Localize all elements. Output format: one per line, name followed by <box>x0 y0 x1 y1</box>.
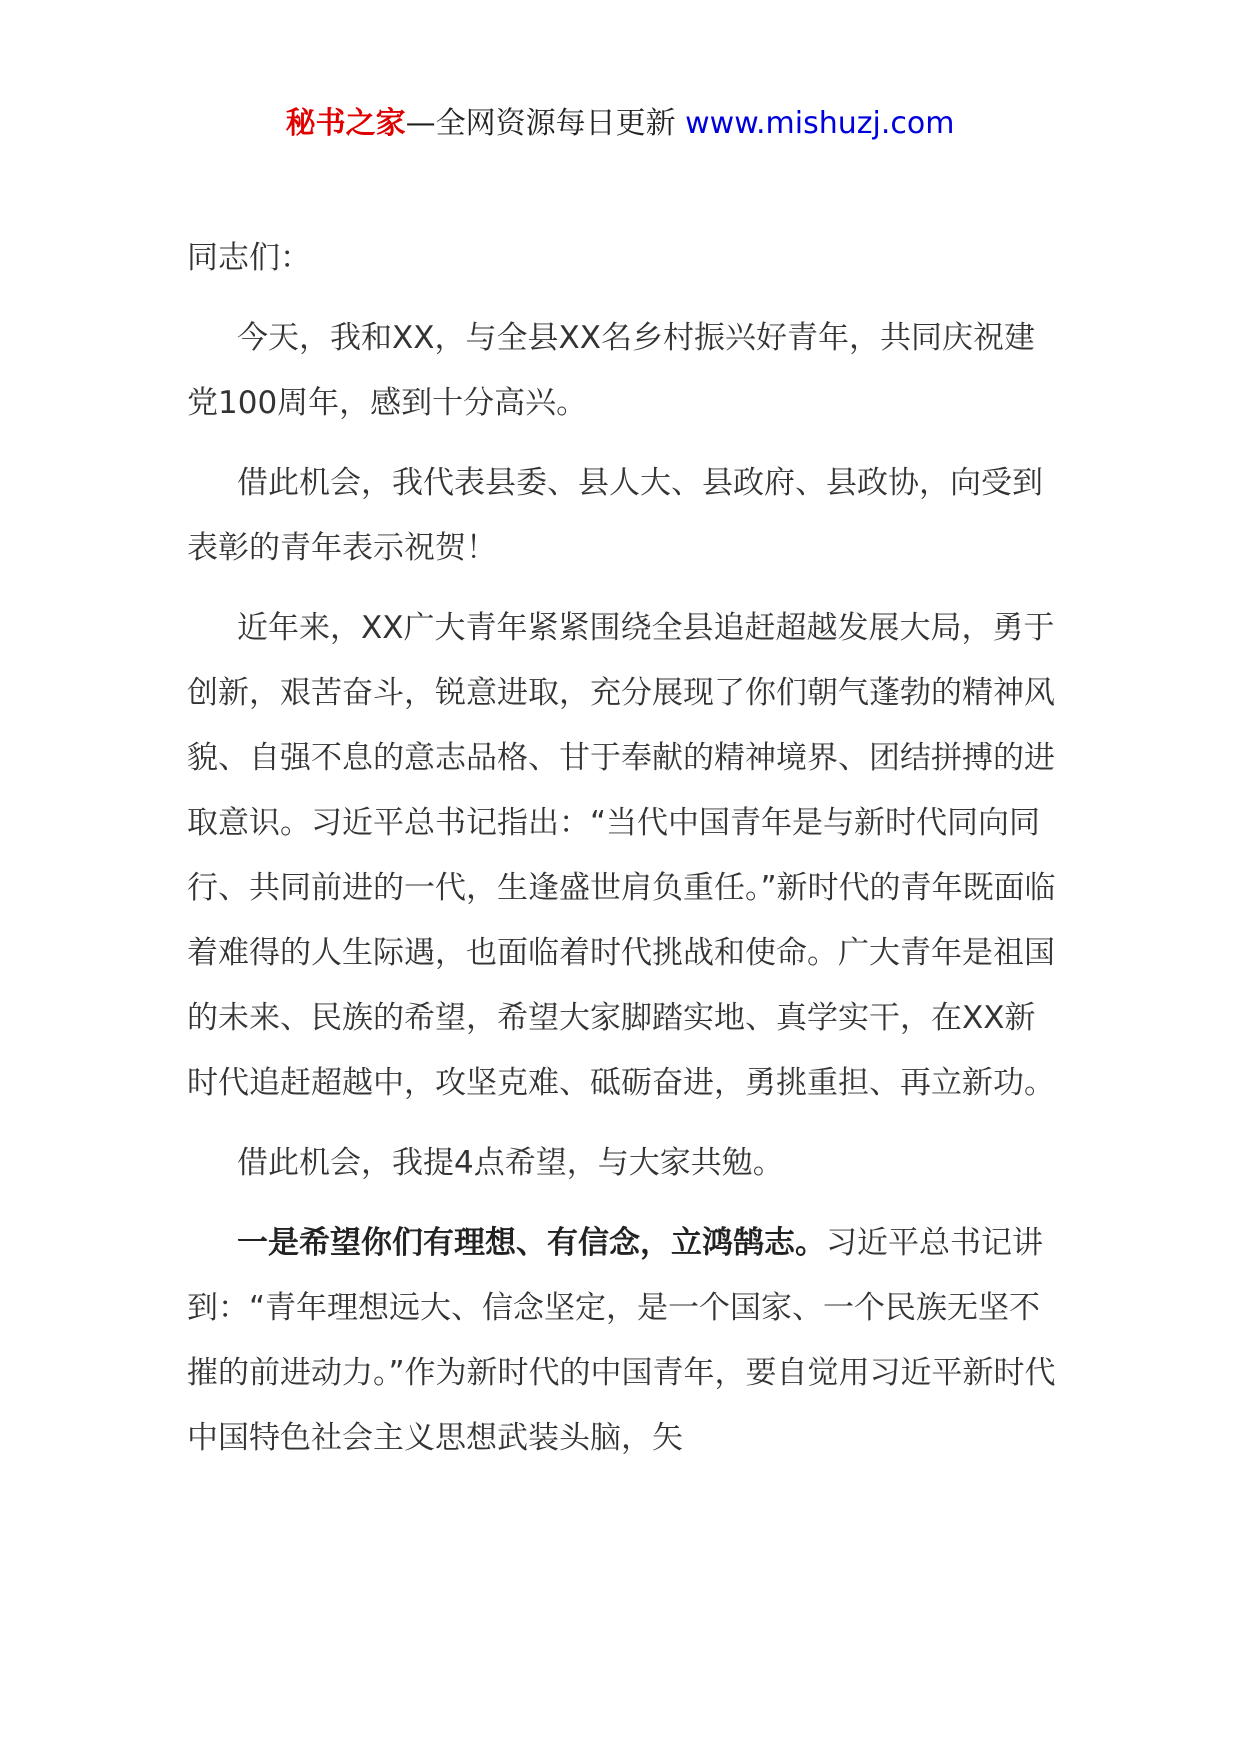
speech-body <box>187 226 1057 1486</box>
header-slogan: —全网资源每日更新 <box>405 106 676 141</box>
paragraph-point-one <box>187 1211 1057 1471</box>
paragraph-four-hopes: 借此机会，我提4点希望，与大家共勉。 <box>237 1145 784 1181</box>
paragraph-congratulations: 借此机会，我代表县委、县人大、县政府、县政协，向受到表彰的青年表示祝贺！ <box>187 465 1043 566</box>
paragraph-opening: 今天，我和XX，与全县XX名乡村振兴好青年，共同庆祝建党100周年，感到十分高兴。 <box>187 320 1035 421</box>
site-url-link[interactable]: www.mishuzj.com <box>685 106 955 141</box>
point-one-text: 习近平总书记讲到：“青年理想远大、信念坚定，是一个国家、一个民族无坚不摧的前进动力。”作为新时代的中国青年，要自觉用习近平新时代中国特色社会主义思想武装头脑，矢 <box>187 1225 1056 1456</box>
point-one-heading: 一是希望你们有理想、有信念，立鸿鹄志。 <box>237 1225 826 1261</box>
paragraph-achievements: 近年来，XX广大青年紧紧围绕全县追赶超越发展大局，勇于创新，艰苦奋斗，锐意进取，充分展现了你们朝气蓬勃的精神风貌、自强不息的意志品格、甘于奉献的精神境界、团结拼搏的进取意识。习近平总书记指出：“当代中国青年是与新时代同向同行、共同前进的一代，生逢盛世肩负重任。”新时代的青年既面临着难得的人生际遇，也面临着时代挑战和使命。广大青年是祖国的未来、民族的希望，希望大家脚踏实地、真学实干，在XX新时代追赶超越中，攻坚克难、砥砺奋进，勇挑重担、再立新功。 <box>187 610 1056 1101</box>
site-header <box>0 100 1240 148</box>
salutation: 同志们： <box>187 240 311 276</box>
brand-name[interactable]: 秘书之家 <box>285 106 406 141</box>
